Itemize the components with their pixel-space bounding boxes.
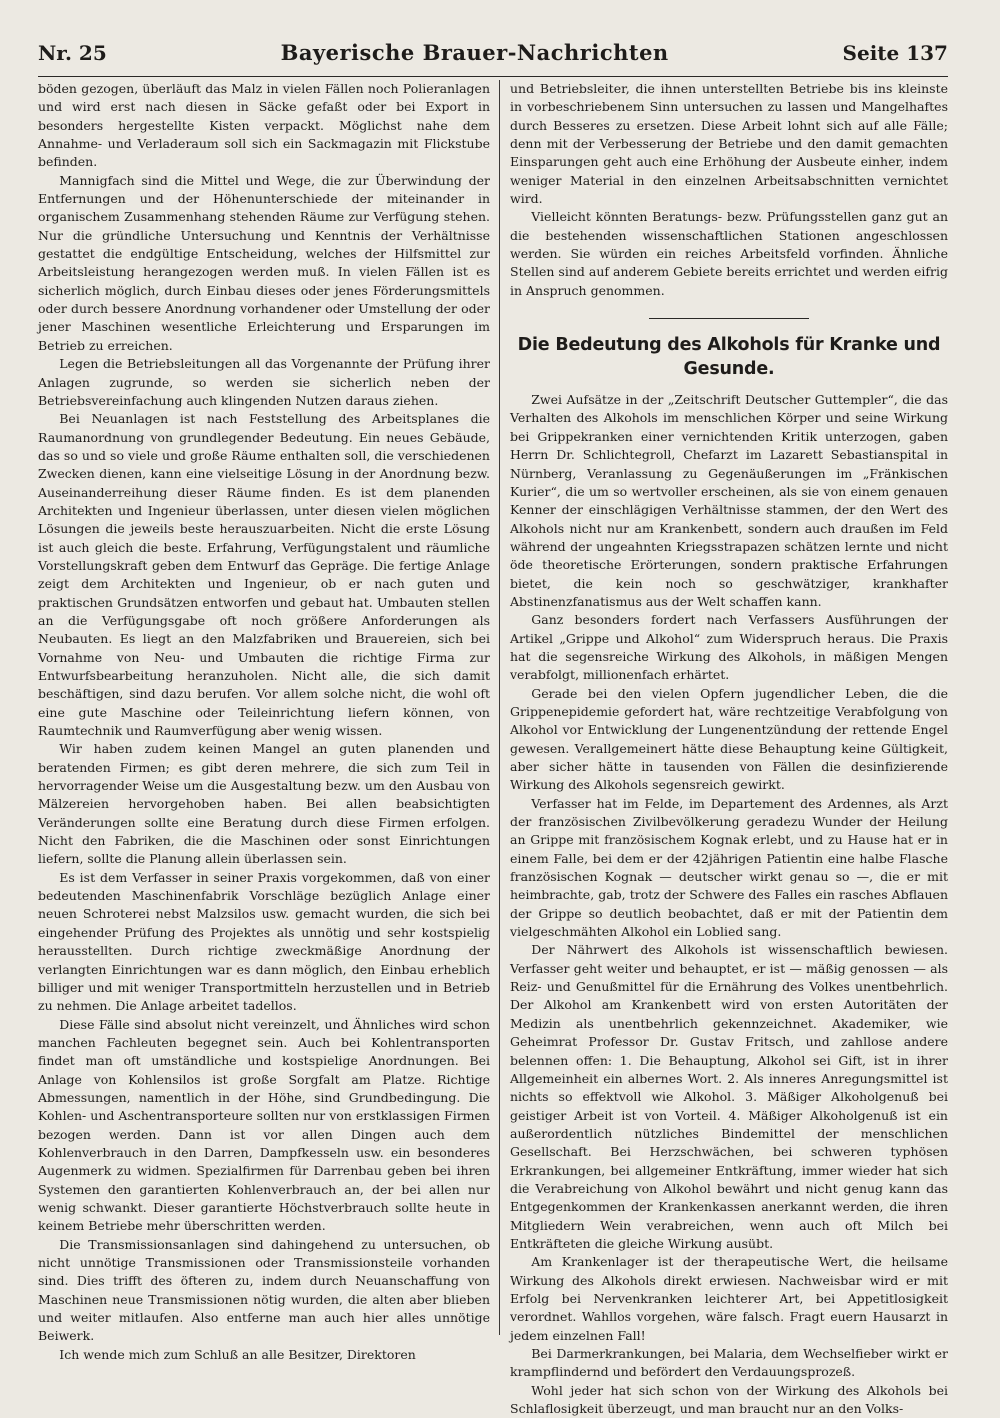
paragraph: Diese Fälle sind absolut nicht vereinzelt, und Ähnliches wird schon manchen Fachleuten begegnet sein. Auch bei Kohlentransporten findet man oft umständliche und kostspielige Anordnungen. Bei Anlage von Kohlensilos ist große Sorgfalt am Platze. Richtige Abmessungen, namentlich in der Höhe, sind Grundbedingung. Die Kohlen- und Aschentransporteure sollten nur von erstklassigen Firmen bezogen werden. Dann ist vor allen Dingen auch dem Kohlenverbrauch in den Darren, Dampfkesseln usw. ein besonderes Augenmerk zu widmen. Spezialfirmen für Darrenbau geben bei ihren Systemen den garantierten Kohlenverbrauch an, der bei allen nur wenig schwankt. Dieser garantierte Höchstverbrauch sollte heute in keinem Betriebe mehr überschritten werden.: [38, 1016, 490, 1234]
column-divider: [499, 80, 500, 1335]
paragraph: Wir haben zudem keinen Mangel an guten planenden und beratenden Firmen; es gibt deren mehrere, die sich zum Teil in hervorragender Weise um die Ausgestaltung bezw. um den Ausbau von Mälzereien hervorgehoben haben. Bei allen beabsichtigten Veränderungen sollte eine Beratung durch diese Firmen erfolgen. Nicht den Fabriken, die die Maschinen oder sonst Einrichtungen liefern, sollte die Planung allein überlassen sein.: [38, 741, 490, 867]
page-number: Seite 137: [842, 41, 948, 65]
paragraph: Legen die Betriebsleitungen all das Vorgenannte der Prüfung ihrer Anlagen zugrunde, so werden sie sicherlich neben der Betriebsvereinfachung auch klingenden Nutzen daraus ziehen.: [38, 356, 490, 408]
paragraph: Bei Neuanlagen ist nach Feststellung des Arbeitsplanes die Raumanordnung von grundlegender Bedeutung. Ein neues Gebäude, das so und so viele und große Räume enthalten soll, die verschiedenen Zwecken dienen, kann eine vielseitige Lösung in der Anordnung bezw. Auseinanderreihung dieser Räume finden. Es ist dem planenden Architekten und Ingenieur überlassen, unter diesen vielen möglichen Lösungen die jeweils beste herauszuarbeiten. Nicht die erste Lösung ist auch gleich die beste. Erfahrung, Verfügungstalent und räumliche Vorstellungskraft geben dem Entwurf das Gepräge. Die fertige Anlage zeigt dem Architekten und Ingenieur, ob er nach guten und praktischen Grundsätzen entworfen und gebaut hat. Umbauten stellen an die Verfügungsgabe oft noch größere Anforderungen als Neubauten. Es liegt an den Malzfabriken und Brauereien, sich bei Vornahme von Neu- und Umbauten die richtige Firma zur Entwurfsbearbeitung heranzuholen. Nicht alle, die sich damit beschäftigen, sind dazu berufen. Vor allem solche nicht, die wohl oft eine gute Maschine oder Teileinrichtung liefern können, von Raumtechnik und Raumverfügung aber wenig wissen.: [38, 411, 490, 739]
paragraph: böden gezogen, überläuft das Malz in vielen Fällen noch Polieranlagen und wird erst nach diesen in Säcke gefaßt oder bei Export in besonders hergestellte Kisten verpackt. Möglichst nahe dem Annahme- und Verladeraum soll sich ein Sackmagazin mit Flickstube befinden.: [38, 81, 490, 170]
page-header: [38, 40, 948, 74]
paragraph: Verfasser hat im Felde, im Departement des Ardennes, als Arzt der französischen Zivilbevölkerung geradezu Wunder der Heilung an Grippe mit französischem Kognak erlebt, und zu Hause hat er in einem Falle, bei dem er der 42jährigen Patientin eine halbe Flasche französischen Kognak — deutscher wirkt genau so —, die er mit heimbrachte, gab, trotz der Schwere des Falles ein rasches Abflauen der Grippe so deutlich beobachtet, daß er mit der Patientin dem vielgeschmähten Alkohol ein Loblied sang.: [510, 795, 948, 940]
paragraph: Ganz besonders fordert nach Verfassers Ausführungen der Artikel „Grippe und Alkohol“ zum Widerspruch heraus. Die Praxis hat die segensreiche Wirkung des Alkohols, in mäßigen Mengen verabfolgt, millionenfach erhärtet.: [510, 612, 948, 683]
paragraph: Wohl jeder hat sich schon von der Wirkung des Alkohols bei Schlaflosigkeit überzeugt, und man braucht nur an den Volks-: [510, 1382, 948, 1417]
paragraph: Der Nährwert des Alkohols ist wissenschaftlich bewiesen. Verfasser geht weiter und behauptet, er ist — mäßig genossen — als Reiz- und Genußmittel für die Ernährung des Volkes unentbehrlich. Der Alkohol am Krankenbett wird von ersten Autoritäten der Medizin als unentbehrlich gekennzeichnet. Akademiker, wie Geheimrat Professor Dr. Gustav Fritsch, und zahllose andere belennen offen: 1. Die Behauptung, Alkohol sei Gift, ist in ihrer Allgemeinheit ein albernes Wort. 2. Als inneres Anregungsmittel ist nichts so effektvoll wie Alkohol. 3. Mäßiger Alkoholgenuß bei geistiger Arbeit ist von Vorteil. 4. Mäßiger Alkoholgenuß ist ein außerordentlich nützliches Bindemittel der menschlichen Gesellschaft. Bei Herzschwächen, bei schweren typhösen Erkrankungen, bei allgemeiner Entkräftung, immer wieder hat sich die Verabreichung von Alkohol bewährt und nicht genug kann das Entgegenkommen der Krankenkassen anerkannt werden, die ihren Mitgliedern Wein verabreichen, wenn auch oft Milch bei Entkräfteten die gleiche Wirkung ausübt.: [510, 942, 948, 1251]
article-heading: Die Bedeutung des Alkohols für Kranke und Gesunde.: [517, 335, 941, 380]
right-column: [510, 80, 948, 1417]
paragraph: Gerade bei den vielen Opfern jugendlicher Leben, die die Grippenepidemie gefordert hat, wäre rechtzeitige Verabfolgung von Alkohol vor Entwicklung der Lungenentzündung der rettende Engel gewesen. Verallgemeinert hätte diese Behauptung keine Gültigkeit, aber sicher hätte in tausenden von Fällen die desinfizierende Wirkung des Alkohols segensreich gewirkt.: [510, 685, 948, 793]
section-divider: [649, 318, 809, 319]
paragraph: Am Krankenlager ist der therapeutische Wert, die heilsame Wirkung des Alkohols direkt erwiesen. Nachweisbar wird er mit Erfolg bei Nervenkranken leichterer Art, bei Appetitlosigkeit verordnet. Wahllos vorgehen, wäre falsch. Fragt euern Hausarzt in jedem einzelnen Fall!: [510, 1254, 948, 1343]
paragraph: Ich wende mich zum Schluß an alle Besitzer, Direktoren: [59, 1346, 416, 1362]
left-column: [38, 80, 490, 1362]
paragraph: Es ist dem Verfasser in seiner Praxis vorgekommen, daß von einer bedeutenden Maschinenfabrik Vorschläge bezüglich Anlage einer neuen Schroterei nebst Malzsilos usw. gemacht wurden, die sich bei eingehender Prüfung des Projektes als unnötig und sehr kostspielig herausstellten. Durch richtige zweckmäßige Anordnung der verlangten Einrichtungen war es dann möglich, den Einbau erheblich billiger und mit weniger Transportmitteln herzustellen und in Betrieb zu nehmen. Die Anlage arbeitet tadellos.: [38, 869, 490, 1014]
paragraph: Die Transmissionsanlagen sind dahingehend zu untersuchen, ob nicht unnötige Transmissionen oder Transmissionsteile vorhanden sind. Dies trifft des öfteren zu, indem durch Neuanschaffung von Maschinen neue Transmissionen nötig wurden, die alten aber blieben und weiter mitlaufen. Also entferne man auch hier alles unnötige Beiwerk.: [38, 1236, 490, 1344]
issue-number: Nr. 25: [38, 41, 107, 65]
header-rule: [38, 76, 948, 77]
paragraph: Bei Darmerkrankungen, bei Malaria, dem Wechselfieber wirkt er krampflindernd und befördert den Verdauungsprozeß.: [510, 1346, 948, 1380]
paragraph: Vielleicht könnten Beratungs- bezw. Prüfungsstellen ganz gut an die bestehenden wissenschaftlichen Stationen angeschlossen werden. Sie würden ein reiches Arbeitsfeld vorfinden. Ähnliche Stellen sind auf anderem Gebiete bereits errichtet und werden eifrig in Anspruch genommen.: [510, 209, 948, 298]
paragraph: und Betriebsleiter, die ihnen unterstellten Betriebe bis ins kleinste in vorbeschriebenem Sinn untersuchen zu lassen und Mangelhaftes durch Besseres zu ersetzen. Diese Arbeit lohnt sich auf alle Fälle; denn mit der Verbesserung der Betriebe und den damit gemachten Einsparungen geht auch eine Erhöhung der Ausbeute einher, indem weniger Material in den einzelnen Arbeitsabschnitten vernichtet wird.: [510, 81, 948, 207]
paragraph: Zwei Aufsätze in der „Zeitschrift Deutscher Guttempler“, die das Verhalten des Alkohols im menschlichen Körper und seine Wirkung bei Grippekranken einer vernichtenden Kritik unterzogen, gaben Herrn Dr. Schlichtegroll, Chefarzt im Lazarett Sebastianspital in Nürnberg, Veranlassung zu Gegenäußerungen im „Fränkischen Kurier“, die um so wertvoller erscheinen, als sie von einem genauen Kenner der einschlägigen Verhältnisse stammen, der den Wert des Alkohols nicht nur am Krankenbett, sondern auch draußen im Feld während der ungeahnten Kriegsstrapazen schätzen lernte und nicht öde theoretische Erörterungen, sondern praktische Erfahrungen bietet, die kein noch so geschwätziger, krankhafter Abstinenzfanatismus aus der Welt schaffen kann.: [510, 392, 948, 609]
paragraph: Mannigfach sind die Mittel und Wege, die zur Überwindung der Entfernungen und der Höhenunterschiede der miteinander in organischem Zusammenhang stehenden Räume zur Verfügung stehen. Nur die gründliche Untersuchung und Kenntnis der Verhältnisse gestattet die endgültige Entscheidung, welches der Hilfsmittel zur Arbeitsleistung herangezogen werden muß. In vielen Fällen ist es sicherlich möglich, durch Einbau dieses oder jenes Förderungsmittels oder durch bessere Anordnung vorhandener oder Umstellung der oder jener Maschinen wesentliche Erleichterung und Ersparungen im Betrieb zu erreichen.: [38, 172, 490, 353]
publication-title: Bayerische Brauer-Nachrichten: [280, 40, 669, 65]
